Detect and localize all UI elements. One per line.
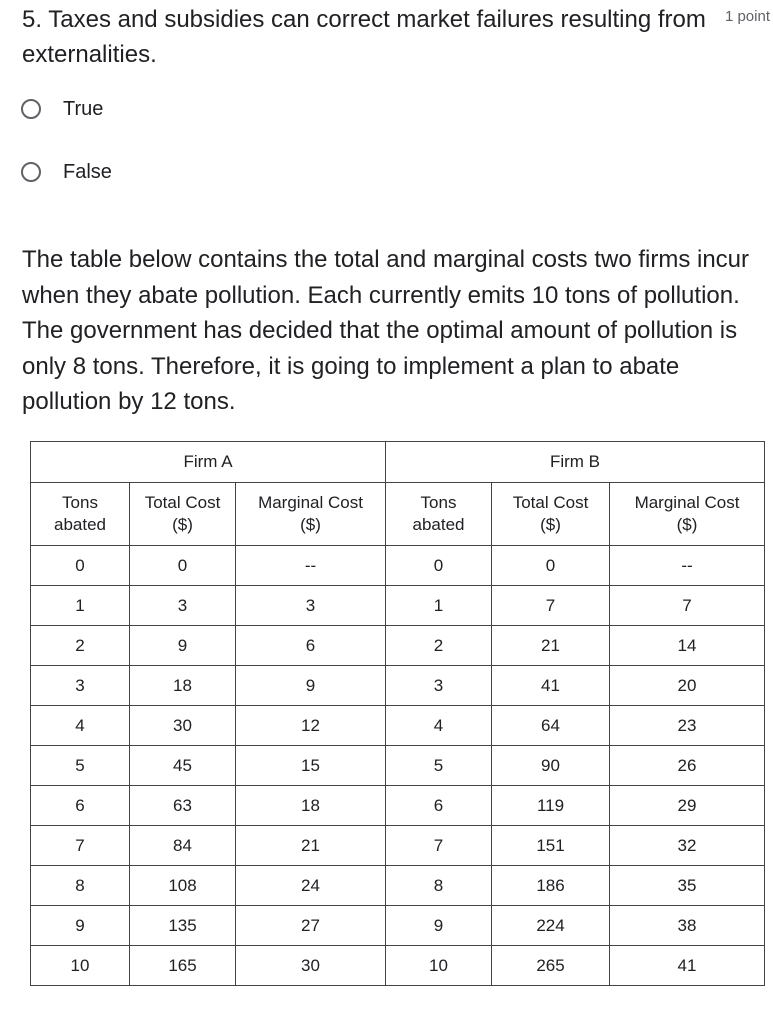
table-cell: 165 [130, 946, 236, 986]
table-row [31, 706, 765, 746]
table-cell: 5 [386, 746, 492, 786]
question-description: The table below contains the total and marginal costs two firms incur when they abate pollution. Each currently emits 10 tons of pollution. The government has decided that the optimal amount of pollution is only 8 tons. Therefore, it is going to implement a plan to abate pollution by 12 tons. [22, 246, 750, 415]
table-cell: 21 [236, 826, 386, 866]
table-cell: 26 [610, 746, 765, 786]
table-cell: 41 [492, 666, 610, 706]
table-cell: 35 [610, 866, 765, 906]
column-header: Total Cost ($) [492, 483, 610, 546]
table-cell: 9 [236, 666, 386, 706]
table-cell: 90 [492, 746, 610, 786]
table-cell: 0 [31, 546, 130, 586]
table-cell: 18 [130, 666, 236, 706]
table-cell: 8 [31, 866, 130, 906]
table-cell: 29 [610, 786, 765, 826]
option-false-label: False [63, 160, 112, 183]
table-cell: 12 [236, 706, 386, 746]
column-header: Tons abated [386, 483, 492, 546]
table-cell: 108 [130, 866, 236, 906]
table-cell: 7 [610, 586, 765, 626]
firm-header-row [31, 442, 765, 483]
table-row [31, 866, 765, 906]
firm-b-header: Firm B [386, 442, 765, 483]
option-true-label: True [63, 97, 104, 120]
table-row [31, 626, 765, 666]
table-cell: 24 [236, 866, 386, 906]
radio-circle-icon[interactable] [21, 99, 41, 119]
table-cell: 0 [130, 546, 236, 586]
table-cell: 9 [130, 626, 236, 666]
table-cell: 41 [610, 946, 765, 986]
table-cell: 63 [130, 786, 236, 826]
table-cell: 6 [236, 626, 386, 666]
table-row [31, 946, 765, 986]
table-cell: 224 [492, 906, 610, 946]
table-row [31, 906, 765, 946]
column-header: Marginal Cost ($) [236, 483, 386, 546]
cost-table [30, 441, 765, 986]
column-header: Marginal Cost ($) [610, 483, 765, 546]
table-row [31, 666, 765, 706]
table-cell: 14 [610, 626, 765, 666]
table-cell: -- [610, 546, 765, 586]
table-cell: 4 [386, 706, 492, 746]
table-cell: 7 [386, 826, 492, 866]
table-cell: 38 [610, 906, 765, 946]
table-cell: 18 [236, 786, 386, 826]
table-cell: 10 [386, 946, 492, 986]
table-cell: 20 [610, 666, 765, 706]
table-cell: 45 [130, 746, 236, 786]
table-cell: 9 [386, 906, 492, 946]
firm-a-header: Firm A [31, 442, 386, 483]
table-cell: 84 [130, 826, 236, 866]
table-cell: 15 [236, 746, 386, 786]
table-cell: 186 [492, 866, 610, 906]
table-cell: 27 [236, 906, 386, 946]
table-row [31, 746, 765, 786]
table-row [31, 826, 765, 866]
table-cell: 21 [492, 626, 610, 666]
table-cell: 1 [31, 586, 130, 626]
table-cell: 32 [610, 826, 765, 866]
table-cell: -- [236, 546, 386, 586]
table-cell: 119 [492, 786, 610, 826]
table-cell: 4 [31, 706, 130, 746]
question-title: 5. Taxes and subsidies can correct market failures resulting from externalities. [22, 6, 706, 68]
table-cell: 1 [386, 586, 492, 626]
option-false[interactable] [21, 158, 112, 186]
table-cell: 9 [31, 906, 130, 946]
table-cell: 5 [31, 746, 130, 786]
table-cell: 64 [492, 706, 610, 746]
table-cell: 30 [130, 706, 236, 746]
points-label: 1 point [724, 8, 770, 25]
table-cell: 7 [492, 586, 610, 626]
table-cell: 23 [610, 706, 765, 746]
column-header-row [31, 483, 765, 546]
table-cell: 10 [31, 946, 130, 986]
table-cell: 0 [492, 546, 610, 586]
table-cell: 2 [31, 626, 130, 666]
table-cell: 6 [386, 786, 492, 826]
table-row [31, 546, 765, 586]
table-cell: 2 [386, 626, 492, 666]
column-header: Tons abated [31, 483, 130, 546]
table-cell: 265 [492, 946, 610, 986]
table-cell: 0 [386, 546, 492, 586]
column-header: Total Cost ($) [130, 483, 236, 546]
table-cell: 6 [31, 786, 130, 826]
cost-table-container [30, 441, 764, 986]
table-cell: 3 [130, 586, 236, 626]
table-cell: 7 [31, 826, 130, 866]
table-cell: 151 [492, 826, 610, 866]
table-cell: 30 [236, 946, 386, 986]
radio-circle-icon[interactable] [21, 162, 41, 182]
table-row [31, 586, 765, 626]
option-true[interactable] [21, 95, 103, 123]
table-cell: 3 [386, 666, 492, 706]
table-cell: 8 [386, 866, 492, 906]
table-row [31, 786, 765, 826]
table-cell: 3 [236, 586, 386, 626]
table-cell: 3 [31, 666, 130, 706]
table-cell: 135 [130, 906, 236, 946]
table-body [31, 546, 765, 986]
